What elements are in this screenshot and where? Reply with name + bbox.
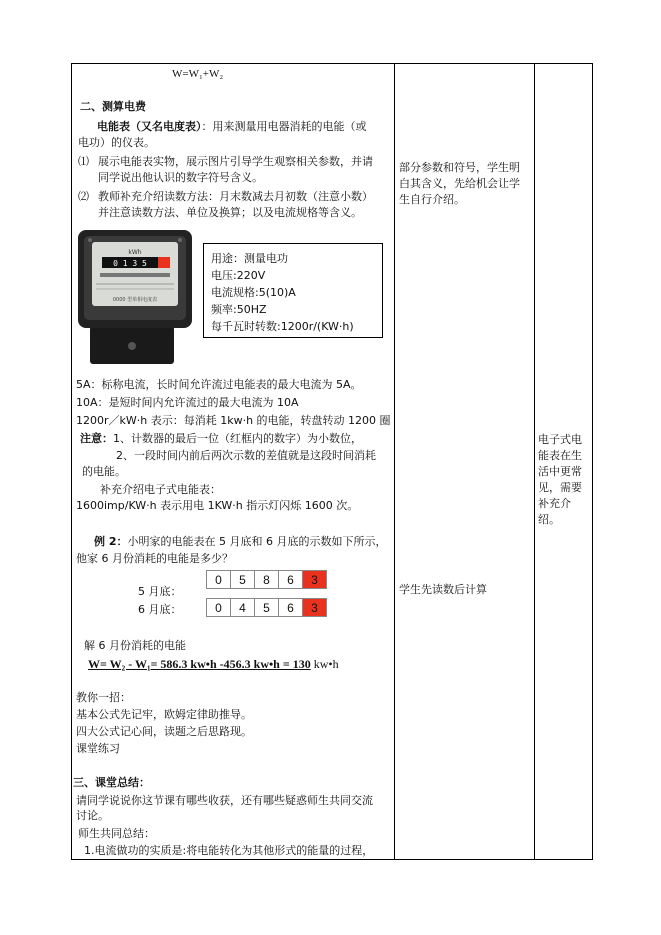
supplement-detail: 1600imp/KW·h 表示用电 1KW·h 指示灯闪烁 1600 次。 (76, 499, 359, 512)
design-note-line: 活中更常 (538, 465, 582, 478)
meter-spec-box (203, 243, 383, 338)
design-intent-note (538, 432, 592, 528)
item-2-line1: 教师补充介绍读数方法：月末数减去月初数（注意小数） (98, 190, 373, 203)
item-2-line2: 并注意读数方法、单位及换算；以及电流规格等含义。 (98, 206, 362, 219)
solution-label: 解 6 月份消耗的电能 (84, 639, 186, 652)
spec-revolutions: 每千瓦时转数:1200r/(KW·h) (211, 320, 354, 333)
item-1-number: ⑴ (78, 155, 89, 168)
spec-current: 电流规格:5(10)A (211, 286, 296, 299)
section-3-title: 三、课堂总结： (73, 776, 150, 789)
attention-2: 2、一段时间内前后两次示数的差值就是这段时间消耗 (116, 449, 376, 462)
column-divider-1 (394, 64, 395, 859)
reading-digit: 6 (279, 571, 303, 588)
design-note-line: 见，需要 (538, 481, 582, 494)
summary-line-1: 请同学说说你这节课有哪些收获，还有哪些疑惑师生共同交流 (76, 794, 373, 807)
reading-digit: 8 (255, 571, 279, 588)
spec-frequency: 频率:50HZ (211, 303, 267, 316)
spec-voltage: 电压:220V (211, 269, 266, 282)
electric-meter-photo (76, 228, 194, 364)
tip-line-2: 四大公式记心间，读题之后思路现。 (76, 725, 252, 738)
activity-note-1-line: 生自行介绍。 (399, 193, 465, 206)
meter-definition-line2: 电功）的仪表。 (78, 136, 155, 149)
design-note-line: 补充介绍。 (538, 497, 571, 526)
summary-point-1: 1.电流做功的实质是:将电能转化为其他形式的能量的过程， (84, 844, 374, 857)
reading-digit: 4 (231, 599, 255, 616)
spec-usage: 用途：测量电功 (211, 252, 288, 265)
meter-definition (97, 119, 367, 135)
example-2-label: 例 2： (94, 535, 128, 548)
classroom-practice: 课堂练习 (76, 742, 120, 755)
note-1200: 1200r／kW·h 表示：每消耗 1kw·h 的电能，转盘转动 1200 圈 (76, 414, 391, 427)
example-2-line2: 他家 6 月份消耗的电能是多少？ (76, 552, 233, 565)
reading-digit: 0 (207, 599, 231, 616)
item-1-line1: 展示电能表实物，展示图片引导学生观察相关参数，并请 (98, 155, 373, 168)
summary-line-2: 讨论。 (76, 809, 109, 822)
attention-label: 注意： (80, 432, 113, 445)
attention-1 (80, 431, 362, 447)
item-1-line2: 同学说出他认识的数字符号含义。 (98, 171, 263, 184)
activity-note-1-line: 部分参数和符号，学生明 (399, 161, 520, 174)
meter-definition-term: 电能表（又名电度表） (97, 120, 202, 133)
column-divider-2 (534, 64, 535, 859)
item-2-number: ⑵ (78, 190, 89, 203)
solution-calculation: W= W₂ - W₁= 586.3 kw•h -456.3 kw•h = 130 (88, 657, 311, 671)
design-note-line: 电子式电 (538, 433, 582, 446)
activity-note-1-line: 白其含义，先给机会让学 (399, 177, 520, 190)
note-5a: 5A：标称电流，长时间允许流过电能表的最大电流为 5A。 (76, 378, 362, 391)
reading-decimal-digit: 3 (303, 599, 326, 616)
tip-title: 教你一招： (76, 691, 131, 704)
reading-digit: 5 (231, 571, 255, 588)
meter-unit-label: kWh (128, 249, 142, 256)
example-2-text: 小明家的电能表在 5 月底和 6 月底的示数如下所示， (127, 535, 387, 548)
may-meter-reading (206, 570, 327, 589)
meter-model-label: 0000 型单相电度表 (112, 297, 158, 303)
meter-definition-text: ：用来测量用电器消耗的电能（或 (201, 120, 367, 133)
reading-decimal-digit: 3 (303, 571, 326, 588)
meter-counter-reading: 0 1 3 5 (113, 259, 147, 268)
june-meter-reading (206, 598, 327, 617)
attention-1-text: 1、计数器的最后一位（红框内的数字）为小数位， (113, 432, 362, 445)
design-note-line: 能表在生 (538, 449, 582, 462)
student-activity-note-2: 学生先读数后计算 (399, 583, 487, 596)
supplement-intro: 补充介绍电子式电能表： (100, 483, 221, 496)
june-label: 6 月底： (138, 603, 182, 616)
may-label: 5 月底： (138, 585, 182, 598)
section-2-title: 二、测算电费 (80, 100, 146, 113)
reading-digit: 0 (207, 571, 231, 588)
attention-2-cont: 的电能。 (82, 465, 126, 478)
summary-together: 师生共同总结： (78, 827, 155, 840)
energy-sum-formula: W=W₁+W₂ (172, 68, 224, 80)
reading-digit: 6 (279, 599, 303, 616)
example-2-line1 (94, 534, 386, 550)
solution-formula (88, 656, 339, 672)
student-activity-note-1 (399, 160, 533, 208)
solution-unit: kw•h (310, 657, 339, 671)
note-10a: 10A：是短时间内允许流过的最大电流为 10A (76, 396, 299, 409)
tip-line-1: 基本公式先记牢，欧姆定律助推导。 (76, 708, 252, 721)
reading-digit: 5 (255, 599, 279, 616)
